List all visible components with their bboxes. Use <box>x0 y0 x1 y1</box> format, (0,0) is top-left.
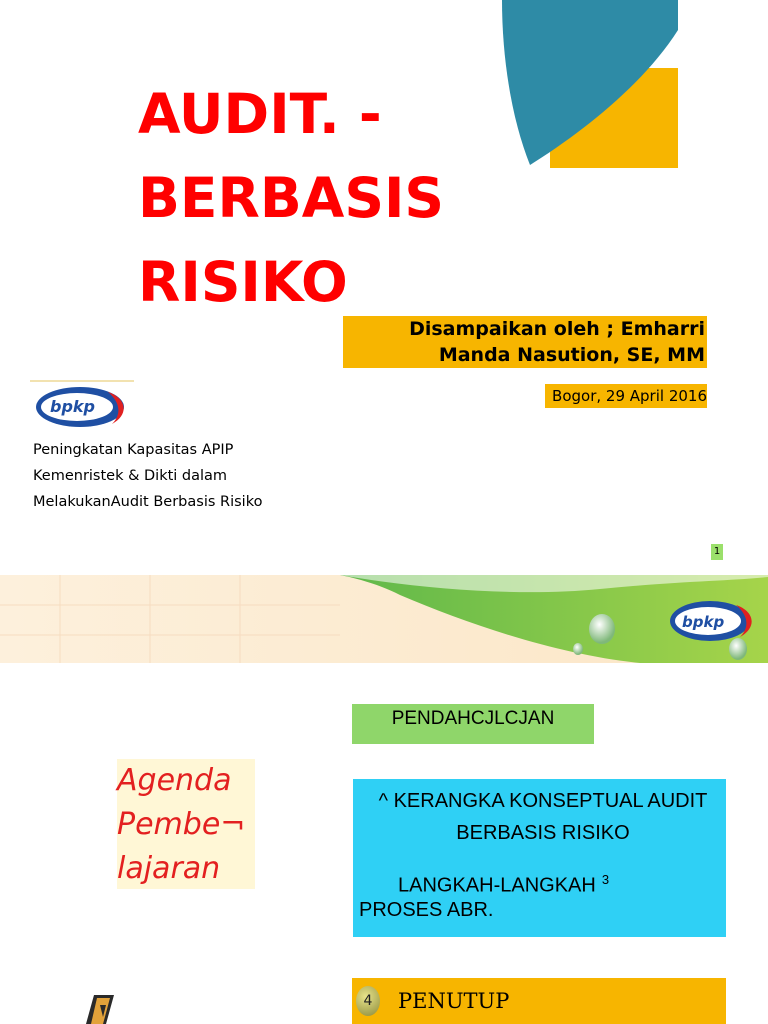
agenda-item-box <box>353 779 726 937</box>
title-line: BERBASIS <box>138 166 445 230</box>
slide-2 <box>0 575 768 1024</box>
pencil-icon <box>86 995 116 1024</box>
description-line: Peningkatan Kapasitas APIP <box>33 442 234 458</box>
agenda-heading <box>117 759 255 889</box>
presenter-box <box>343 316 707 368</box>
agenda-heading-line: lajaran <box>117 851 221 886</box>
presentation-date: Bogor, 29 April 2016 <box>545 384 707 408</box>
bpkp-logo <box>668 591 768 647</box>
agenda-item-kerangka <box>363 785 723 849</box>
description <box>33 437 363 515</box>
logo-text: bpkp <box>50 397 95 416</box>
agenda-item-label: PENUTUP <box>398 989 510 1013</box>
agenda-item-pendahuluan: PENDAHCJLCJAN <box>352 704 594 744</box>
agenda-item-line: BERBASIS RISIKO <box>456 822 630 844</box>
bpkp-logo <box>30 380 134 432</box>
logo-text: bpkp <box>682 613 725 631</box>
description-line: MelakukanAudit Berbasis Risiko <box>33 494 263 510</box>
agenda-heading-line: Pembe¬ <box>117 807 246 842</box>
agenda-item-penutup <box>352 978 726 1024</box>
agenda-heading-line: Agenda <box>117 763 232 798</box>
presenter-line: Disampaikan oleh ; Emharri <box>409 318 705 340</box>
title-line: RISIKO <box>138 250 348 314</box>
agenda-item-line: LANGKAH-LANGKAH <box>398 874 596 897</box>
presenter-line: Manda Nasution, SE, MM <box>438 344 705 366</box>
description-line: Kemenristek & Dikti dalam <box>33 468 228 484</box>
header-band <box>0 575 768 663</box>
agenda-item-proses: PROSES ABR. <box>359 899 494 921</box>
decorative-wedge-shape <box>490 0 680 170</box>
page-number: 1 <box>711 544 723 560</box>
slide-title <box>138 72 518 324</box>
superscript-number: 3 <box>601 872 610 887</box>
item-number-badge: 4 <box>356 986 380 1016</box>
agenda-item-line: ^ KERANGKA KONSEPTUAL AUDIT <box>378 790 708 812</box>
title-line: AUDIT. - <box>138 82 382 146</box>
